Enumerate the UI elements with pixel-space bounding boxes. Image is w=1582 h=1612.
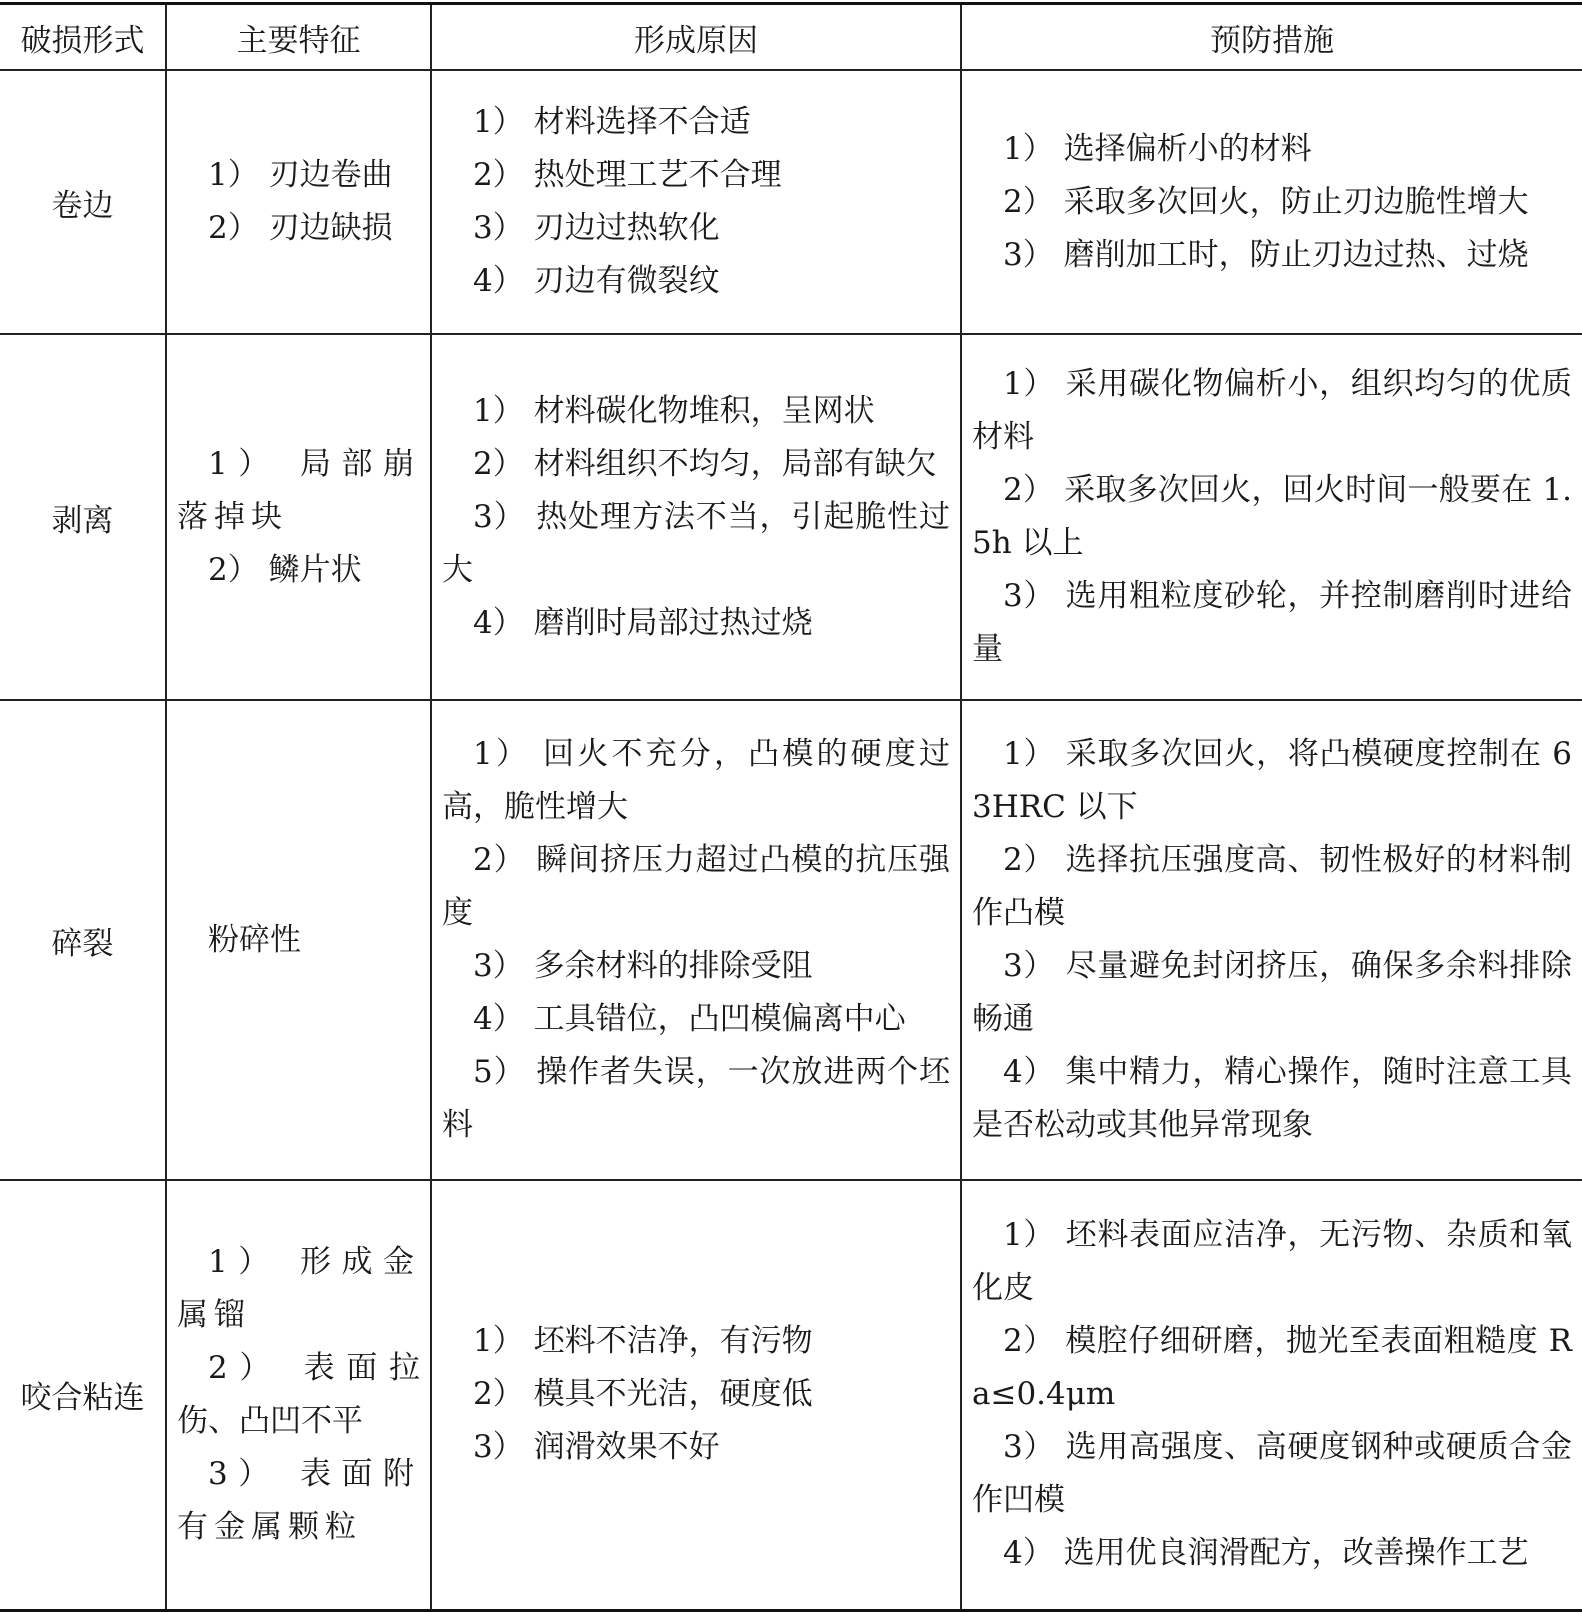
- damage-table: [0, 2, 1582, 1612]
- prevention-cell: [961, 700, 1582, 1180]
- feature-item: 1） 局部崩落掉块: [177, 445, 420, 535]
- feature-item: 2） 鳞片状: [208, 551, 362, 588]
- prevention-item: 2） 选择抗压强度高、韧性极好的材料制作凸模: [972, 842, 1572, 931]
- table-row: [0, 70, 1582, 334]
- features-cell: [166, 334, 431, 700]
- header-form: 破损形式: [0, 4, 166, 71]
- prevention-item: 1） 采取多次回火，将凸模硬度控制在 63HRC 以下: [972, 736, 1572, 825]
- causes-cell: [431, 1180, 961, 1610]
- feature-item: 2） 表面拉伤、凸凹不平: [177, 1349, 420, 1439]
- damage-form-cell: 剥离: [0, 334, 166, 700]
- cause-item: 1） 材料选择不合适: [473, 104, 751, 140]
- prevention-item: 1） 采用碳化物偏析小，组织均匀的优质材料: [972, 366, 1572, 455]
- cause-item: 2） 材料组织不均匀，局部有缺欠: [473, 445, 937, 482]
- cause-item: 3） 润滑效果不好: [473, 1429, 720, 1466]
- feature-item: 1） 形成金属镏: [177, 1243, 420, 1333]
- cause-item: 3） 多余材料的排除受阻: [473, 948, 813, 984]
- cause-item: 2） 模具不光洁，硬度低: [473, 1376, 813, 1413]
- prevention-item: 3） 选用高强度、高硬度钢种或硬质合金作凹模: [972, 1429, 1572, 1519]
- header-features: 主要特征: [166, 4, 431, 71]
- cause-item: 1） 回火不充分，凸模的硬度过高，脆性增大: [442, 736, 950, 825]
- feature-item: 3） 表面附有金属颗粒: [177, 1455, 420, 1545]
- table-row: [0, 334, 1582, 700]
- damage-form-cell: 碎裂: [0, 700, 166, 1180]
- prevention-cell: [961, 1180, 1582, 1610]
- prevention-item: 1） 坯料表面应洁净，无污物、杂质和氧化皮: [972, 1217, 1572, 1307]
- table-row: [0, 1180, 1582, 1610]
- prevention-item: 3） 选用粗粒度砂轮，并控制磨削时进给量: [972, 578, 1572, 667]
- prevention-item: 2） 采取多次回火，防止刃边脆性增大: [1003, 183, 1529, 220]
- features-cell: [166, 1180, 431, 1610]
- causes-cell: [431, 70, 961, 334]
- cause-item: 4） 刃边有微裂纹: [473, 263, 720, 299]
- prevention-item: 4） 集中精力，精心操作，随时注意工具是否松动或其他异常现象: [972, 1054, 1572, 1143]
- prevention-item: 3） 磨削加工时，防止刃边过热、过烧: [1003, 236, 1529, 273]
- features-cell: [166, 700, 431, 1180]
- prevention-item: 3） 尽量避免封闭挤压，确保多余料排除畅通: [972, 948, 1572, 1037]
- causes-cell: [431, 334, 961, 700]
- cause-item: 1） 材料碳化物堆积，呈网状: [473, 392, 875, 429]
- prevention-item: 2） 模腔仔细研磨，抛光至表面粗糙度 Ra≤0.4μm: [972, 1323, 1572, 1413]
- cause-item: 2） 瞬间挤压力超过凸模的抗压强度: [442, 842, 950, 931]
- feature-item: 1） 刃边卷曲: [208, 157, 393, 193]
- cause-item: 5） 操作者失误，一次放进两个坯料: [442, 1054, 950, 1143]
- prevention-item: 4） 选用优良润滑配方，改善操作工艺: [1003, 1535, 1529, 1572]
- feature-item: 2） 刃边缺损: [208, 210, 393, 246]
- damage-form-cell: 咬合粘连: [0, 1180, 166, 1610]
- cause-item: 4） 工具错位，凸凹模偏离中心: [473, 1001, 906, 1037]
- cause-item: 3） 刃边过热软化: [473, 210, 720, 246]
- table-row: [0, 700, 1582, 1180]
- prevention-cell: [961, 70, 1582, 334]
- header-row: [0, 4, 1582, 71]
- feature-item: 粉碎性: [208, 921, 301, 958]
- features-cell: [166, 70, 431, 334]
- cause-item: 2） 热处理工艺不合理: [473, 157, 782, 193]
- damage-form-cell: 卷边: [0, 70, 166, 334]
- cause-item: 1） 坯料不洁净，有污物: [473, 1323, 813, 1360]
- prevention-item: 1） 选择偏析小的材料: [1003, 130, 1312, 167]
- header-prevention: 预防措施: [961, 4, 1582, 71]
- prevention-item: 2） 采取多次回火，回火时间一般要在 1.5h 以上: [972, 472, 1572, 561]
- cause-item: 4） 磨削时局部过热过烧: [473, 604, 813, 641]
- header-causes: 形成原因: [431, 4, 961, 71]
- causes-cell: [431, 700, 961, 1180]
- prevention-cell: [961, 334, 1582, 700]
- cause-item: 3） 热处理方法不当，引起脆性过大: [442, 498, 950, 588]
